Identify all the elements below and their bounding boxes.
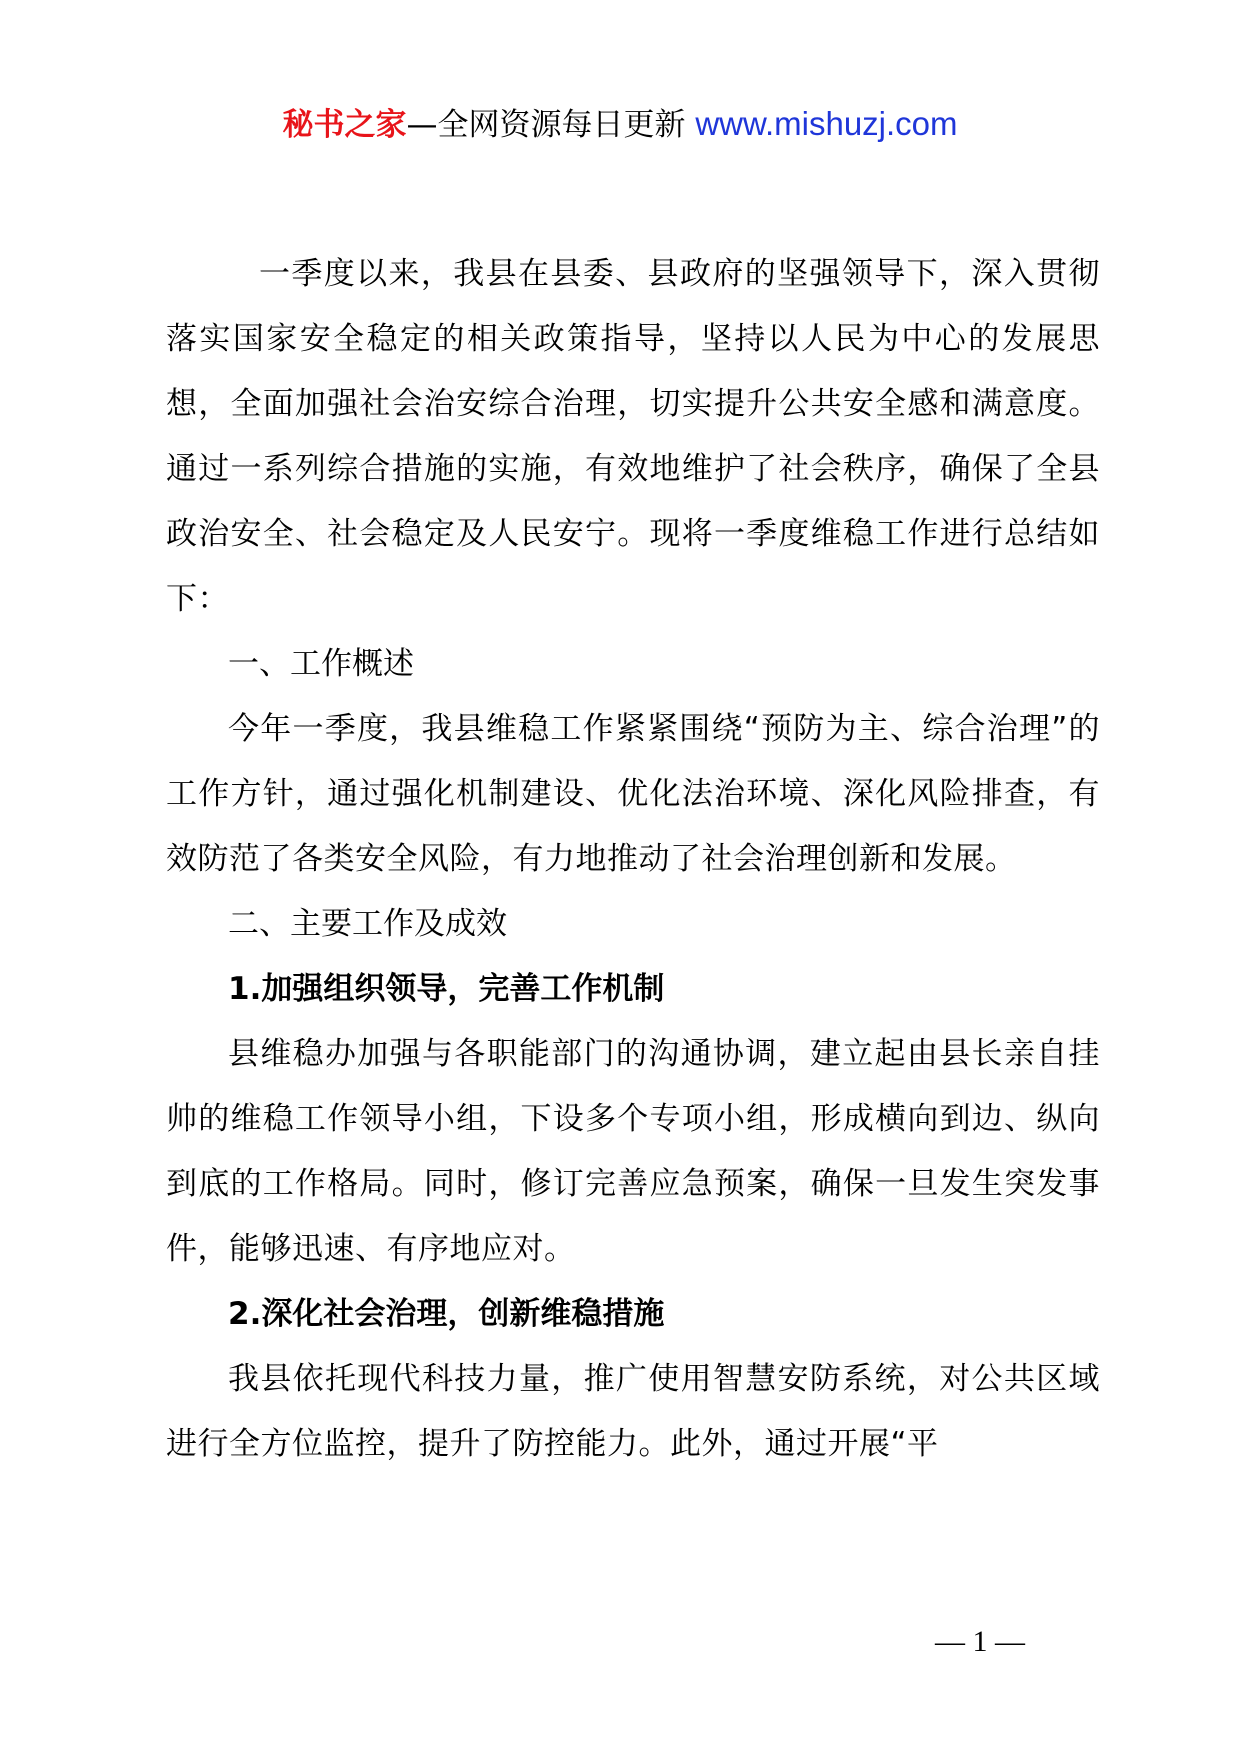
intro-paragraph: 一季度以来，我县在县委、县政府的坚强领导下，深入贯彻落实国家安全稳定的相关政策指导，坚持以人民为中心的发展思想，全面加强社会治安综合治理，切实提升公共安全感和满意度。通过一系列综合措施的实施，有效地维护了社会秩序，确保了全县政治安全、社会稳定及人民安宁。现将一季度维稳工作进行总结如下： <box>166 256 1100 617</box>
governance-paragraph: 我县依托现代科技力量，推广使用智慧安防系统，对公共区域进行全方位监控，提升了防控能力。此外，通过开展“平 <box>166 1361 1100 1462</box>
organization-paragraph: 县维稳办加强与各职能部门的沟通协调，建立起由县长亲自挂帅的维稳工作领导小组，下设多个专项小组，形成横向到边、纵向到底的工作格局。同时，修订完善应急预案，确保一旦发生突发事件，能够迅速、有序地应对。 <box>166 1036 1100 1267</box>
site-header <box>0 100 1240 149</box>
page-number: — 1 — <box>935 1625 1025 1658</box>
site-brand: 秘书之家 <box>282 107 407 143</box>
site-tagline: —全网资源每日更新 <box>406 107 696 143</box>
document-body <box>166 242 1100 1477</box>
section-heading-overview: 一、工作概述 <box>228 646 414 682</box>
subheading-governance: 2.深化社会治理，创新维稳措施 <box>228 1296 665 1332</box>
site-url[interactable]: www.mishuzj.com <box>695 105 958 142</box>
subheading-organization: 1.加强组织领导，完善工作机制 <box>228 971 665 1007</box>
overview-paragraph: 今年一季度，我县维稳工作紧紧围绕“预防为主、综合治理”的工作方针，通过强化机制建设、优化法治环境、深化风险排查，有效防范了各类安全风险，有力地推动了社会治理创新和发展。 <box>166 711 1100 877</box>
section-heading-main-work: 二、主要工作及成效 <box>228 906 507 942</box>
